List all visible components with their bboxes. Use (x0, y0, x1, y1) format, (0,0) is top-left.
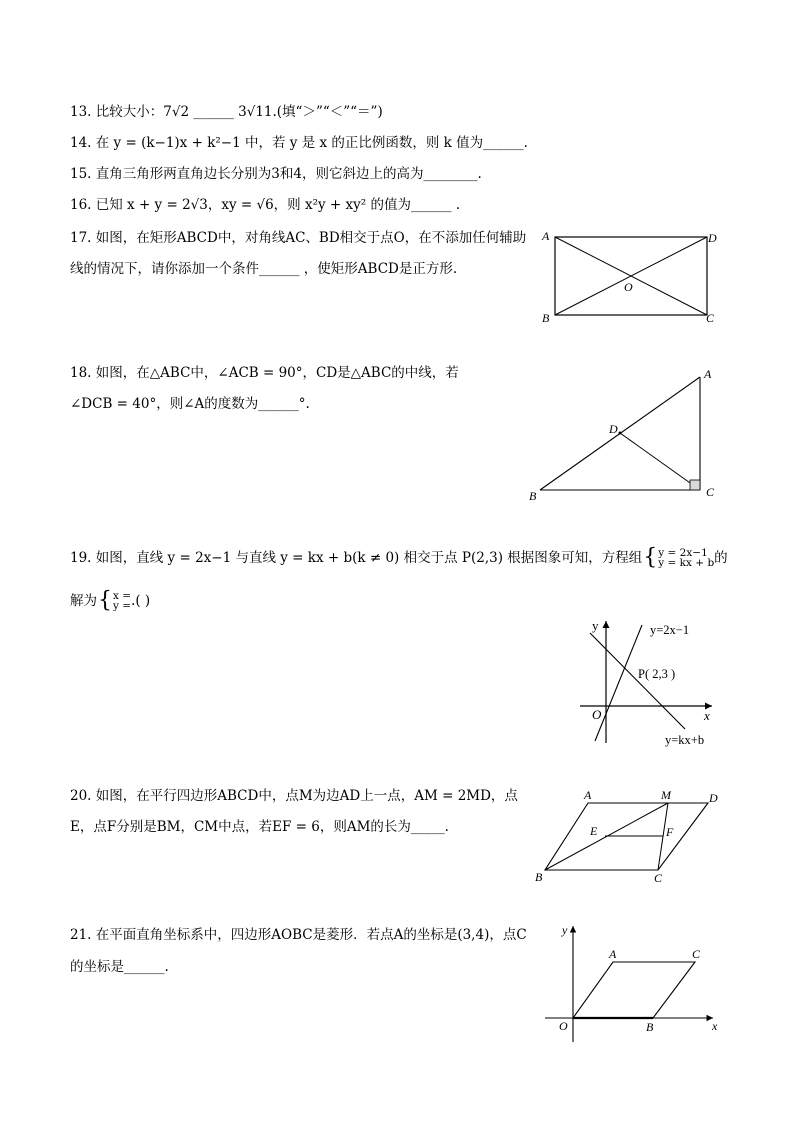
fig17-label-d: D (708, 231, 717, 245)
q19-solution-pre: 解为 (70, 593, 97, 609)
q19-system-row-1: y = 2x−1 (658, 547, 708, 559)
figure-21-rhombus (545, 920, 735, 1045)
fig17-label-b: B (542, 311, 550, 325)
question-14: 14. 在 y = (k−1)x + k²−1 中，若 y 是 x 的正比例函数，则 k 值为______. (70, 135, 528, 151)
fig21-label-a: A (609, 947, 617, 961)
fig20-label-e: E (590, 824, 598, 838)
q19-brace: { (643, 545, 658, 570)
fig19-x-axis-label: x (704, 708, 710, 723)
q19-system-row-2: y = kx + b (658, 557, 715, 569)
question-19-line-1 (70, 545, 728, 570)
fig17-label-o: O (624, 280, 633, 294)
fig18-label-a: A (704, 367, 712, 381)
q19-solution-row-2: y = (113, 600, 132, 612)
fig20-label-m: M (661, 788, 671, 802)
question-13: 13. 比较大小：7√2 ______ 3√11.(填“＞”“＜”“＝”) (70, 104, 383, 120)
figure-17-rectangle (535, 225, 725, 330)
question-20-line-1: 20. 如图，在平行四边形ABCD中，点M为边AD上一点，AM = 2MD，点 (70, 788, 518, 804)
question-15: 15. 直角三角形两直角边长分别为3和4，则它斜边上的高为________. (70, 166, 482, 182)
fig21-origin-label: O (559, 1019, 568, 1033)
fig20-label-f: F (666, 825, 674, 839)
fig17-label-a: A (542, 229, 550, 243)
fig18-label-d: D (609, 422, 618, 436)
fig19-origin-label: O (592, 707, 602, 722)
fig20-label-b: B (535, 870, 543, 884)
fig20-label-d: D (709, 791, 718, 805)
q19-solution (113, 591, 131, 611)
fig19-point-label: P( 2,3 ) (638, 667, 676, 681)
fig19-line1-label: y=2x−1 (650, 623, 690, 637)
fig19-y-axis-label: y (592, 618, 599, 633)
question-20-line-2: E，点F分别是BM，CM中点，若EF = 6，则AM的长为_____. (70, 819, 449, 835)
fig17-label-c: C (706, 311, 715, 325)
fig20-label-c: C (654, 871, 663, 885)
question-19-line-2 (70, 588, 151, 613)
q19-system (658, 548, 714, 568)
fig21-label-c: C (692, 947, 701, 961)
q19-text-post: 的 (714, 550, 728, 566)
question-21-line-2: 的坐标是______. (70, 959, 169, 975)
figure-19-graph (570, 615, 730, 750)
question-16: 16. 已知 x + y = 2√3，xy = √6，则 x²y + xy² 的值为______ . (70, 197, 461, 213)
question-17-line-2: 线的情况下，请你添加一个条件______ ，使矩形ABCD是正方形. (70, 261, 458, 277)
fig18-label-b: B (529, 489, 537, 503)
q19-solution-post: .( ) (131, 593, 151, 609)
figure-18-triangle (525, 365, 725, 505)
fig19-line2-label: y=kx+b (665, 733, 705, 747)
q19-text-pre: 19. 如图，直线 y = 2x−1 与直线 y = kx + b(k ≠ 0) 相交于点 P(2,3) 根据图象可知，方程组 (70, 550, 643, 566)
fig21-x-axis-label: x (712, 1019, 718, 1033)
fig21-y-axis-label: y (562, 923, 568, 937)
q19-solution-row-1: x = (113, 590, 132, 602)
question-21-line-1: 21. 在平面直角坐标系中，四边形AOBC是菱形．若点A的坐标是(3,4)，点C (70, 927, 527, 943)
fig20-label-a: A (584, 788, 592, 802)
figure-20-parallelogram (530, 785, 730, 890)
question-18-line-1: 18. 如图，在△ABC中，∠ACB = 90°，CD是△ABC的中线，若 (70, 365, 459, 381)
question-18-line-2: ∠DCB = 40°，则∠A的度数为______°. (70, 396, 310, 412)
q19-solution-brace: { (98, 588, 112, 613)
question-17-line-1: 17. 如图，在矩形ABCD中，对角线AC、BD相交于点O，在不添加任何辅助 (70, 230, 527, 246)
fig21-label-b: B (646, 1020, 654, 1034)
fig18-label-c: C (706, 485, 715, 499)
